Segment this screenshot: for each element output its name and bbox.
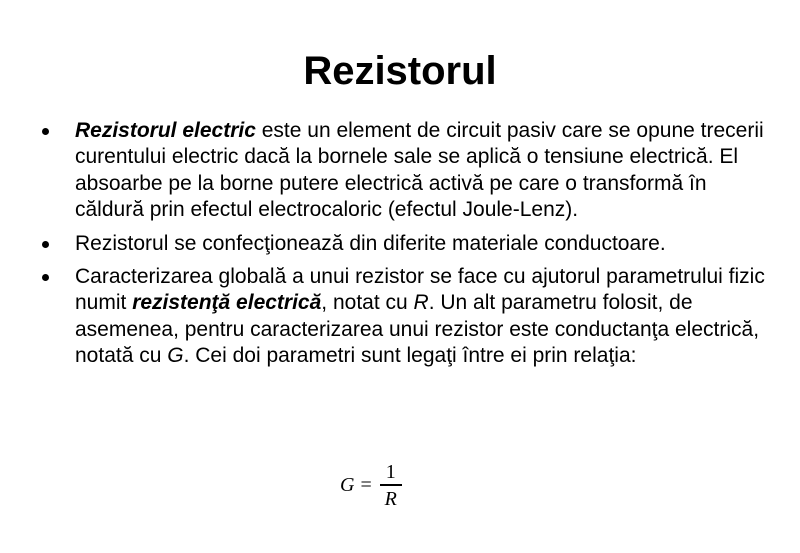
formula-fraction	[380, 460, 402, 512]
term-rezistorul-electric: Rezistorul electric	[75, 119, 256, 142]
characterization-text-4: . Cei doi parametri sunt legaţi între ei prin relaţia:	[183, 344, 637, 368]
symbol-r: R	[413, 291, 429, 315]
formula-numerator: 1	[385, 461, 396, 483]
characterization-text-1: Caracterizarea globală a unui rezistor se face cu ajutorul parametrului fizic numit	[75, 265, 765, 315]
definition-text: este un element de circuit pasiv care se opune trecerii curentului electric dacă la bornele sale se aplică o tensiune electrică. El absoarbe pe la borne putere electrică activă pe care o transformă în căldură prin efectul electrocaloric (efectul Joule-Lenz).	[75, 119, 764, 222]
symbol-g: G	[167, 344, 184, 368]
bullet-icon	[42, 128, 49, 135]
formula-lhs: G	[340, 474, 355, 497]
conductance-formula	[340, 460, 402, 512]
term-rezistenta-electrica: rezistenţă electrică	[132, 291, 322, 315]
bullet-icon	[42, 241, 49, 248]
characterization-text-3: . Un alt parametru folosit, de asemenea, pentru caracterizarea unui rezistor este conductanţa electrică, notată cu	[75, 291, 760, 368]
slide-title: Rezistorul	[303, 49, 497, 93]
bullet-item-materials	[0, 231, 800, 257]
bullet-icon	[42, 274, 49, 281]
bullet-list	[0, 118, 800, 377]
characterization-text-2: , notat cu	[321, 291, 414, 315]
bullet-item-characterization	[0, 264, 800, 370]
formula-equals: =	[360, 474, 372, 497]
materials-text: Rezistorul se confecţionează din diferite materiale conductoare.	[75, 231, 666, 255]
bullet-item-definition	[0, 118, 800, 224]
formula-denominator: R	[384, 487, 397, 510]
